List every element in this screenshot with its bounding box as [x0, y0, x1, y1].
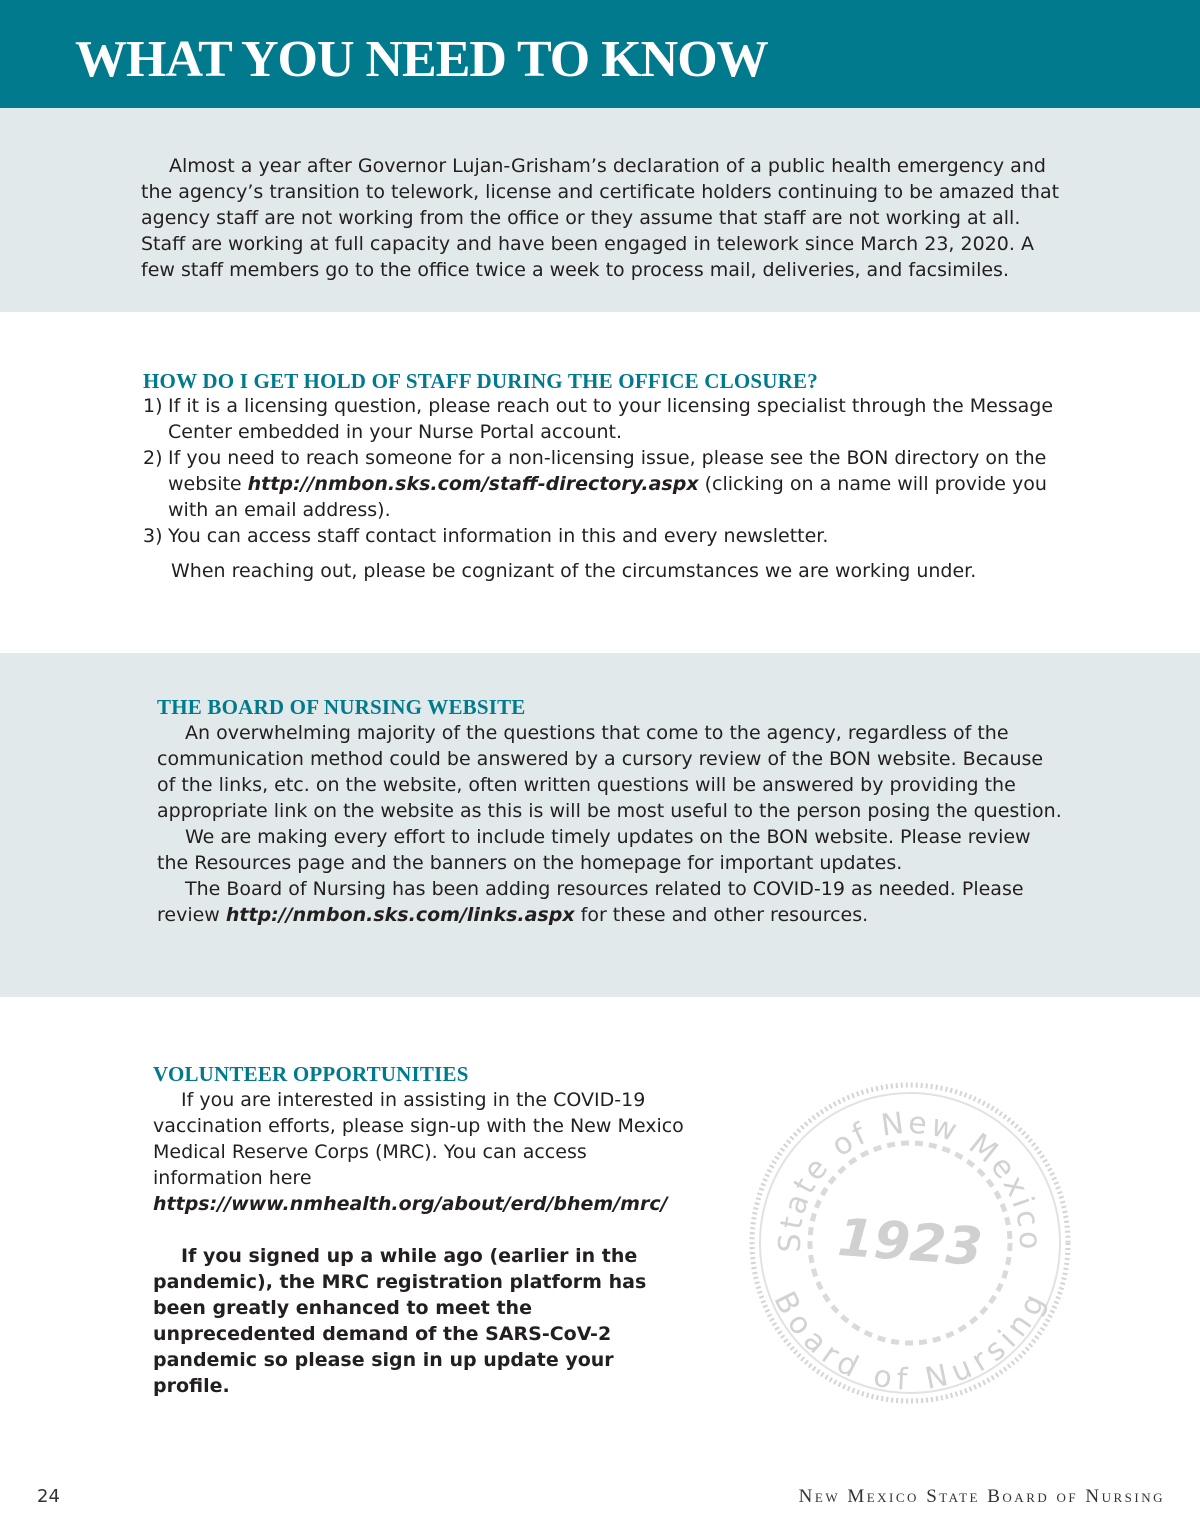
intro-paragraph: Almost a year after Governor Lujan-Grisham’s declaration of a public health emergency and the agency’s transition to telework, license and certificate holders continuing to be amazed that agency staff are not working from the office or they assume that staff are not working at all. Staff are working at full capacity and have been engaged in telework since March 23, 2020. A few staff members go to the office twice a week to process mail, deliveries, and facsimiles.	[141, 155, 1060, 281]
website-paragraph: An overwhelming majority of the questions that come to the agency, regardless of the communication method could be answered by a cursory review of the BON website. Because of the links, etc. on the website, often written questions will be answered by providing the appropriate link on the website as this is will be most useful to the person posing the question.	[157, 722, 1062, 822]
page-title: WHAT YOU NEED TO KNOW	[75, 31, 768, 88]
seal-top-text-path: State of New Mexico	[772, 1105, 1048, 1253]
list-item-text: You can access staff contact information in this and every newsletter.	[168, 525, 829, 547]
seal-year: 1923	[835, 1208, 985, 1278]
list-item-text: If it is a licensing question, please reach out to your licensing specialist through the Message Center embedded in your Nurse Portal account.	[168, 395, 1054, 443]
website-section-heading: THE BOARD OF NURSING WEBSITE	[157, 695, 526, 719]
list-item	[143, 393, 1058, 445]
mrc-link[interactable]: https://www.nmhealth.org/about/erd/bhem/mrc/	[153, 1193, 668, 1215]
list-item-text: If you need to reach someone for a non-licensing issue, please see the BON directory on the website	[168, 447, 1047, 495]
volunteer-paragraph	[153, 1087, 688, 1217]
staff-closing-note: When reaching out, please be cognizant of the circumstances we are working under.	[171, 560, 977, 582]
list-item-number: 2)	[143, 447, 163, 469]
board-seal	[745, 1078, 1075, 1408]
publication-title: New Mexico State Board of Nursing	[798, 1486, 1165, 1507]
staff-directory-link[interactable]: http://nmbon.sks.com/staff-directory.aspx	[247, 473, 699, 495]
list-item-number: 3)	[143, 525, 163, 547]
paragraph-text: The Board of Nursing has been adding resources related to COVID-19 as needed. Please review	[157, 878, 1024, 926]
list-item-text: (clicking on a name will provide you with an email address).	[168, 473, 1047, 521]
staff-contact-list	[143, 393, 1058, 549]
list-item	[143, 523, 1058, 549]
seal-bottom-text-path: Board of Nursing	[766, 1286, 1054, 1398]
website-paragraph: We are making every effort to include timely updates on the BON website. Please review the Resources page and the banners on the homepage for important updates.	[157, 826, 1031, 874]
volunteer-bold-paragraph: If you signed up a while ago (earlier in the pandemic), the MRC registration platform has been greatly enhanced to meet the unprecedented demand of the SARS-CoV-2 pandemic so please sign in up update your profile.	[153, 1245, 647, 1397]
list-item	[143, 445, 1058, 523]
staff-section-heading: HOW DO I GET HOLD OF STAFF DURING THE OFFICE CLOSURE?	[143, 369, 818, 393]
list-item-number: 1)	[143, 395, 163, 417]
staff-section-body	[143, 393, 1058, 584]
website-paragraph	[157, 876, 1062, 928]
paragraph-text: for these and other resources.	[574, 904, 869, 926]
paragraph-text: If you are interested in assisting in the COVID-19 vaccination efforts, please sign-up with the New Mexico Medical Reserve Corps (MRC). You can access information here	[153, 1089, 684, 1189]
page-header	[0, 0, 1200, 108]
website-section-body	[157, 720, 1062, 928]
page-number: 24	[37, 1486, 60, 1507]
links-page-link[interactable]: http://nmbon.sks.com/links.aspx	[225, 904, 575, 926]
intro-text	[141, 153, 1066, 283]
volunteer-section-heading: VOLUNTEER OPPORTUNITIES	[153, 1062, 469, 1086]
volunteer-section-body	[153, 1087, 688, 1399]
